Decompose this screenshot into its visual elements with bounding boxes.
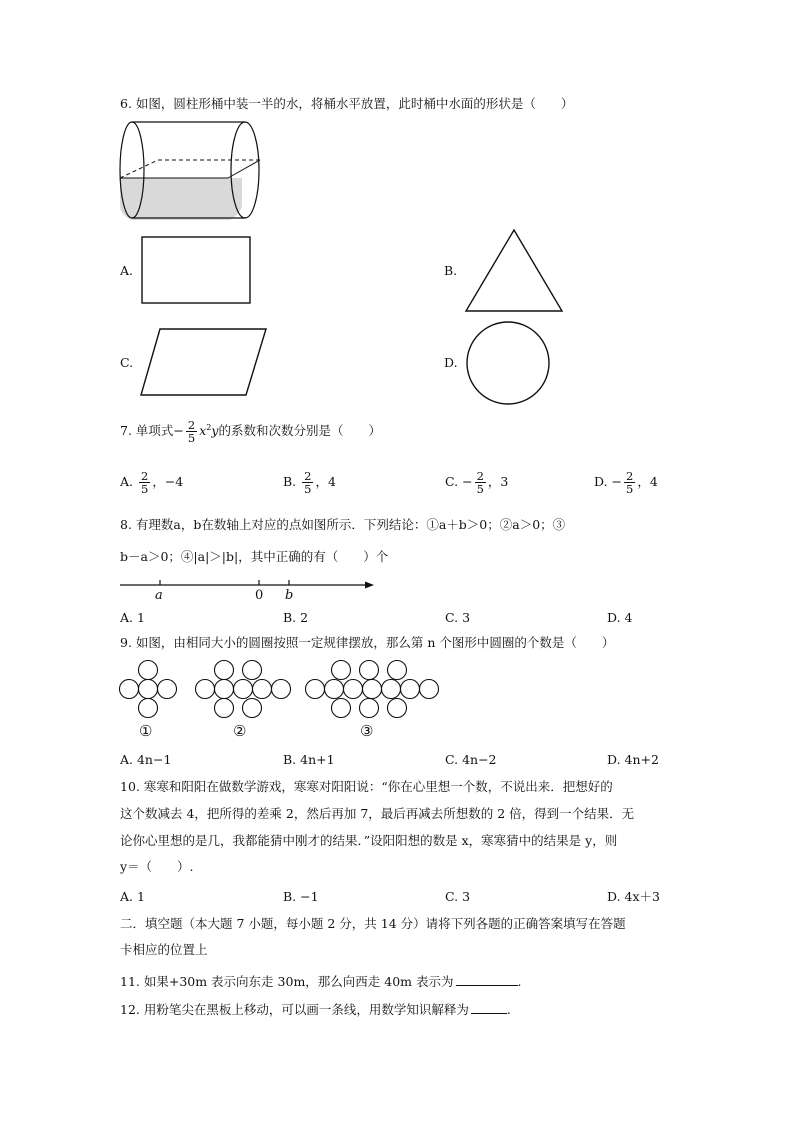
axis-label-zero: 0 xyxy=(255,588,264,603)
q9-text: 9. 如图，由相同大小的圆圈按照一定规律摆放，那么第 n 个图形中圆圈的个数是（ ） xyxy=(120,635,615,650)
q7-option-a: A. $\frac{2}{5}$ ，−4 xyxy=(120,469,184,497)
triangle-shape xyxy=(465,229,563,313)
q6-option-c-label: C. xyxy=(120,355,134,370)
axis-label-b: b xyxy=(285,588,294,603)
q7-option-c: C. − $\frac{2}{5}$ ，3 xyxy=(445,469,509,497)
figure-label-2: ② xyxy=(233,722,247,740)
section2-heading-line1: 二．填空题（本大题 7 小题，每小题 2 分，共 14 分）请将下列各题的正确答案填写在答题 xyxy=(120,916,626,931)
q7-text: 7. 单项式− $\frac{2}{5}$ $x^2y$的系数和次数分别是（ ） xyxy=(120,418,381,446)
figure-label-3: ③ xyxy=(360,722,374,740)
q9-option-b: B. 4n+1 xyxy=(283,752,335,767)
rectangle-shape xyxy=(141,236,251,304)
q9-option-d: D. 4n+2 xyxy=(607,752,659,767)
circle-shape xyxy=(465,321,551,405)
circle-pattern-figure xyxy=(118,660,438,720)
q7-option-d: D. − $\frac{2}{5}$ ，4 xyxy=(594,469,658,497)
q8-option-b: B. 2 xyxy=(283,610,309,625)
q10-option-a: A. 1 xyxy=(120,889,145,904)
q8-line1: 8. 有理数a，b在数轴上对应的点如图所示．下列结论：①a＋b＞0；②a＞0；③ xyxy=(120,517,566,532)
q8-option-a: A. 1 xyxy=(120,610,145,625)
q9-option-c: C. 4n−2 xyxy=(445,752,497,767)
q8-line2: b－a＞0；④|a|＞|b|，其中正确的有（ ）个 xyxy=(120,549,389,564)
q6-option-a-label: A. xyxy=(120,263,134,278)
q12-answer-blank[interactable] xyxy=(471,1002,507,1014)
q10-line3: 论你心里想的是几，我都能猜中刚才的结果．”设阳阳想的数是 x，寒寒猜中的结果是 y，则 xyxy=(120,833,618,848)
section2-heading-line2: 卡相应的位置上 xyxy=(120,942,208,957)
q10-option-b: B. −1 xyxy=(283,889,319,904)
q8-option-c: C. 3 xyxy=(445,610,471,625)
q6-option-b-label: B. xyxy=(444,263,458,278)
cylinder-figure xyxy=(110,118,270,228)
q6-option-d-label: D. xyxy=(444,355,458,370)
parallelogram-shape xyxy=(140,328,268,396)
q10-line2: 这个数减去 4，把所得的差乘 2，然后再加 7，最后再减去所想数的 2 倍，得到一个结果．无 xyxy=(120,806,635,821)
figure-label-1: ① xyxy=(139,722,153,740)
q10-line4: y＝（ ）. xyxy=(120,859,194,874)
q7-option-b: B. $\frac{2}{5}$ ，4 xyxy=(283,469,336,497)
q10-option-d: D. 4x＋3 xyxy=(607,889,660,904)
q6-text: 6. 如图，圆柱形桶中装一半的水，将桶水平放置，此时桶中水面的形状是（ ） xyxy=(120,96,574,111)
q10-option-c: C. 3 xyxy=(445,889,471,904)
q8-option-d: D. 4 xyxy=(607,610,633,625)
q9-option-a: A. 4n−1 xyxy=(120,752,172,767)
q11-text: 11. 如果+30m 表示向东走 30m，那么向西走 40m 表示为 . xyxy=(120,974,522,989)
q12-text: 12. 用粉笔尖在黑板上移动，可以画一条线，用数学知识解释为 . xyxy=(120,1002,511,1017)
q11-answer-blank[interactable] xyxy=(456,974,518,986)
q10-line1: 10. 寒寒和阳阳在做数学游戏，寒寒对阳阳说：“你在心里想一个数，不说出来．把想好的 xyxy=(120,779,613,794)
axis-label-a: a xyxy=(155,588,163,603)
